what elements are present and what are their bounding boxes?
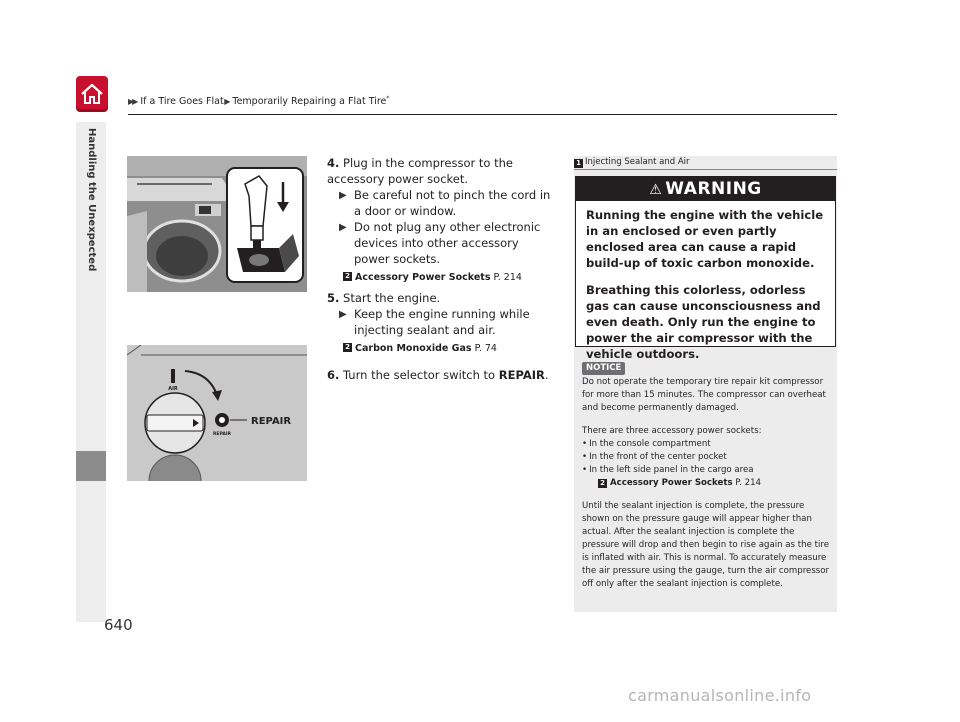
final-note: Until the sealant injection is complete, the pressure shown on the pressure gauge will appear higher than actual. After the sealant injection is complete the pressure will drop and then begin to rise again as the tire is inflated with air. This is normal. To accurately measure the air pressure using the gauge, turn the air compressor off only after the sealant injection is complete.	[582, 501, 830, 589]
reference-title: Accessory Power Sockets	[610, 478, 733, 488]
breadcrumb-arrow-icon: ▶▶	[128, 97, 137, 107]
cross-reference-link[interactable]	[327, 270, 557, 286]
reference-icon: 2	[343, 272, 352, 281]
step-text: Plug in the compressor to the accessory power socket.	[327, 156, 513, 186]
warning-box	[575, 176, 836, 361]
notes-text	[582, 376, 832, 601]
home-icon	[80, 82, 104, 106]
step-text: Start the engine.	[343, 291, 441, 305]
step-number: 5.	[327, 291, 340, 305]
chapter-tab[interactable]	[76, 451, 106, 481]
step-note	[327, 187, 557, 219]
chapter-label-text: Handling the Unexpected	[86, 128, 97, 272]
notice-badge: NOTICE	[582, 362, 625, 375]
warning-body	[576, 201, 835, 362]
reference-page: P. 214	[735, 478, 762, 488]
reference-page: P. 74	[474, 343, 497, 354]
step-4	[327, 155, 557, 286]
breadcrumb-mark: *	[386, 95, 390, 102]
cross-reference-link[interactable]	[327, 341, 557, 357]
reference-title: Carbon Monoxide Gas	[355, 343, 472, 354]
step-note-text: Do not plug any other electronic devices into other accessory power sockets.	[354, 220, 541, 266]
breadcrumb	[128, 95, 389, 107]
triangle-bullet-icon: ▶	[339, 309, 347, 320]
triangle-bullet-icon: ▶	[339, 190, 347, 201]
reference-icon: 2	[343, 343, 352, 352]
warning-icon: ⚠	[649, 182, 663, 198]
home-button[interactable]	[76, 76, 108, 112]
step-6	[327, 367, 557, 383]
step-note	[327, 306, 557, 338]
socket-list-item: • In the console compartment	[582, 438, 832, 451]
section-reference-icon: 1	[574, 159, 583, 168]
sockets-intro: There are three accessory power sockets:	[582, 426, 762, 436]
breadcrumb-current: Temporarily Repairing a Flat Tire	[232, 96, 387, 108]
instruction-steps	[327, 155, 557, 383]
warning-paragraph: Breathing this colorless, odorless gas can cause unconsciousness and even death. Only run the engine to power the air compressor with the vehicle outdoors.	[586, 283, 821, 361]
watermark: carmanualsonline.info	[628, 686, 812, 705]
panel-heading	[574, 157, 690, 168]
repair-callout-label: REPAIR	[251, 416, 292, 427]
step-number: 4.	[327, 156, 340, 170]
step-number: 6.	[327, 368, 340, 382]
reference-page: P. 214	[493, 272, 522, 283]
page-number: 640	[104, 616, 133, 634]
step-text: Turn the selector switch to	[343, 368, 499, 382]
step-note-text: Be careful not to pinch the cord in a door or window.	[354, 188, 551, 218]
step-note-text: Keep the engine running while injecting sealant and air.	[354, 307, 530, 337]
selector-switch-illustration	[127, 345, 307, 481]
warning-title: WARNING	[665, 179, 762, 199]
cross-reference-link[interactable]	[582, 477, 832, 490]
step-5	[327, 290, 557, 357]
socket-list-item: • In the left side panel in the cargo area	[582, 464, 832, 477]
reference-title: Accessory Power Sockets	[355, 272, 491, 283]
repair-position-label: REPAIR	[212, 432, 232, 437]
triangle-bullet-icon: ▶	[339, 222, 347, 233]
warning-paragraph: Running the engine with the vehicle in an enclosed or even partly enclosed area can cause a rapid build-up of toxic carbon monoxide.	[586, 208, 824, 270]
step-text-end: .	[544, 368, 549, 382]
notice-text: Do not operate the temporary tire repair kit compressor for more than 15 minutes. The compressor can overheat and become permanently damaged.	[582, 377, 826, 413]
header-divider	[128, 114, 837, 115]
breadcrumb-arrow-icon: ▶	[223, 97, 229, 107]
power-socket-illustration	[127, 156, 307, 292]
reference-icon: 2	[598, 479, 607, 488]
step-note	[327, 219, 557, 267]
step-emphasis: REPAIR	[498, 368, 545, 382]
panel-heading-text: Injecting Sealant and Air	[585, 157, 690, 167]
warning-header	[576, 177, 835, 201]
air-position-label: AIR	[168, 386, 178, 392]
socket-list-item: • In the front of the center pocket	[582, 451, 832, 464]
breadcrumb-link-flat-tire[interactable]: If a Tire Goes Flat	[140, 96, 224, 108]
chapter-label	[84, 128, 98, 458]
panel-divider	[574, 169, 837, 170]
